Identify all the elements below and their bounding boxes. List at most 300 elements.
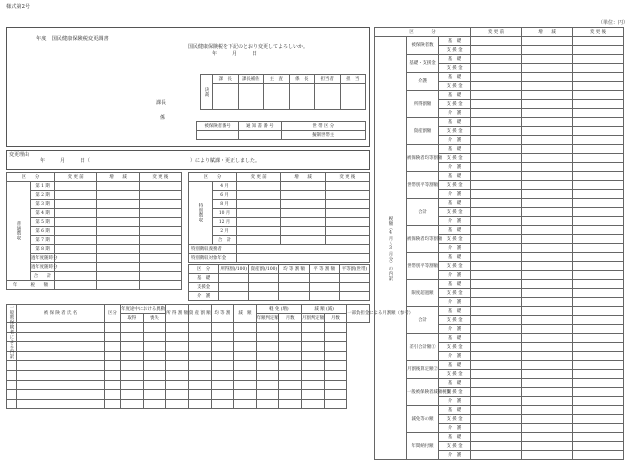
right-value-cell[interactable] xyxy=(471,64,522,73)
member-cell[interactable] xyxy=(17,323,105,333)
right-value-cell[interactable] xyxy=(522,316,573,325)
member-cell[interactable] xyxy=(105,342,121,352)
right-value-cell[interactable] xyxy=(522,235,573,244)
member-cell[interactable] xyxy=(211,361,234,371)
member-cell[interactable] xyxy=(7,361,17,371)
right-value-cell[interactable] xyxy=(522,280,573,289)
assess-row-label: 介 護 xyxy=(189,292,219,301)
right-value-cell[interactable] xyxy=(471,307,522,316)
member-cell[interactable] xyxy=(302,380,325,390)
member-cell[interactable] xyxy=(143,361,166,371)
member-cell[interactable] xyxy=(166,370,189,380)
period-header-before: 変 更 前 xyxy=(55,173,97,182)
stamp-cell[interactable] xyxy=(315,84,341,110)
right-value-cell[interactable] xyxy=(471,217,522,226)
member-cell[interactable] xyxy=(17,361,105,371)
right-value-cell[interactable] xyxy=(522,397,573,406)
member-cell[interactable] xyxy=(105,390,121,400)
member-cell[interactable] xyxy=(211,370,234,380)
right-value-cell[interactable] xyxy=(471,298,522,307)
right-value-cell[interactable] xyxy=(522,208,573,217)
member-cell[interactable] xyxy=(166,323,189,333)
member-cell[interactable] xyxy=(7,399,17,409)
member-cell[interactable] xyxy=(324,370,347,380)
member-cell[interactable] xyxy=(188,361,211,371)
right-value-cell[interactable] xyxy=(471,253,522,262)
right-value-cell[interactable] xyxy=(573,46,624,55)
right-value-cell[interactable] xyxy=(522,82,573,91)
right-value-cell[interactable] xyxy=(573,226,624,235)
form-number: 様式第2号 xyxy=(6,4,31,10)
member-cell[interactable] xyxy=(188,342,211,352)
right-value-cell[interactable] xyxy=(471,154,522,163)
member-cell[interactable] xyxy=(324,351,347,361)
member-cell[interactable] xyxy=(188,390,211,400)
member-cell[interactable] xyxy=(279,370,302,380)
right-value-cell[interactable] xyxy=(471,235,522,244)
right-value-cell[interactable] xyxy=(573,91,624,100)
right-row-type: 支 援 金 xyxy=(439,442,471,451)
member-cell[interactable] xyxy=(166,390,189,400)
member-cell[interactable] xyxy=(166,380,189,390)
member-cell[interactable] xyxy=(121,390,144,400)
right-row-type: 基 礎 xyxy=(439,172,471,181)
member-cell[interactable] xyxy=(302,351,325,361)
member-cell[interactable] xyxy=(211,323,234,333)
right-value-cell[interactable] xyxy=(522,289,573,298)
member-cell[interactable] xyxy=(302,342,325,352)
right-value-cell[interactable] xyxy=(573,433,624,442)
right-row-type: 基 礎 xyxy=(439,280,471,289)
right-value-cell[interactable] xyxy=(471,73,522,82)
member-cell[interactable] xyxy=(188,380,211,390)
right-value-cell[interactable] xyxy=(573,181,624,190)
member-cell[interactable] xyxy=(143,370,166,380)
right-value-cell[interactable] xyxy=(522,127,573,136)
member-cell[interactable] xyxy=(302,370,325,380)
assess-h: 所得割(/100) xyxy=(220,266,247,272)
member-cell[interactable] xyxy=(211,380,234,390)
member-cell[interactable] xyxy=(121,342,144,352)
right-value-cell[interactable] xyxy=(573,244,624,253)
right-value-cell[interactable] xyxy=(522,181,573,190)
right-value-cell[interactable] xyxy=(573,118,624,127)
member-cell[interactable] xyxy=(105,399,121,409)
table-row xyxy=(7,351,370,361)
right-value-cell[interactable] xyxy=(573,154,624,163)
member-cell[interactable] xyxy=(121,399,144,409)
right-value-cell[interactable] xyxy=(573,217,624,226)
right-value-cell[interactable] xyxy=(471,406,522,415)
right-value-cell[interactable] xyxy=(522,334,573,343)
right-value-cell[interactable] xyxy=(522,154,573,163)
right-value-cell[interactable] xyxy=(471,145,522,154)
member-cell[interactable] xyxy=(166,399,189,409)
member-cell[interactable] xyxy=(17,399,105,409)
member-cell[interactable] xyxy=(17,370,105,380)
right-value-cell[interactable] xyxy=(522,424,573,433)
member-cell[interactable] xyxy=(279,323,302,333)
member-cell[interactable] xyxy=(188,351,211,361)
member-cell[interactable] xyxy=(121,361,144,371)
member-cell[interactable] xyxy=(211,342,234,352)
right-value-cell[interactable] xyxy=(471,109,522,118)
member-cell[interactable] xyxy=(234,390,257,400)
right-value-cell[interactable] xyxy=(522,442,573,451)
member-cell[interactable] xyxy=(302,323,325,333)
member-cell[interactable] xyxy=(143,323,166,333)
member-cell[interactable] xyxy=(302,390,325,400)
right-value-cell[interactable] xyxy=(471,343,522,352)
right-value-cell[interactable] xyxy=(522,415,573,424)
right-value-cell[interactable] xyxy=(522,325,573,334)
member-cell[interactable] xyxy=(279,399,302,409)
right-value-cell[interactable] xyxy=(573,64,624,73)
right-value-cell[interactable] xyxy=(573,199,624,208)
member-cell[interactable] xyxy=(188,323,211,333)
right-value-cell[interactable] xyxy=(573,37,624,46)
right-value-cell[interactable] xyxy=(522,253,573,262)
member-cell[interactable] xyxy=(143,332,166,342)
member-cell[interactable] xyxy=(256,399,279,409)
member-cell[interactable] xyxy=(143,351,166,361)
member-cell[interactable] xyxy=(234,323,257,333)
right-value-cell[interactable] xyxy=(522,109,573,118)
right-section-label: 一般被保険者減額税額 xyxy=(407,379,439,406)
member-cell[interactable] xyxy=(188,332,211,342)
member-cell[interactable] xyxy=(324,342,347,352)
right-value-cell[interactable] xyxy=(471,280,522,289)
right-value-cell[interactable] xyxy=(522,451,573,460)
right-value-cell[interactable] xyxy=(573,307,624,316)
member-cell[interactable] xyxy=(211,399,234,409)
right-value-cell[interactable] xyxy=(573,289,624,298)
right-value-cell[interactable] xyxy=(471,415,522,424)
right-value-cell[interactable] xyxy=(471,424,522,433)
right-value-cell[interactable] xyxy=(471,91,522,100)
table-row xyxy=(375,334,624,343)
member-cell[interactable] xyxy=(17,342,105,352)
right-value-cell[interactable] xyxy=(522,136,573,145)
right-value-cell[interactable] xyxy=(573,343,624,352)
member-cell[interactable] xyxy=(234,361,257,371)
right-value-cell[interactable] xyxy=(471,352,522,361)
right-value-cell[interactable] xyxy=(471,163,522,172)
period-row-label: 過年度随時分 xyxy=(31,255,58,261)
member-cell[interactable] xyxy=(279,351,302,361)
right-row-type: 基 礎 xyxy=(439,37,471,46)
member-cell[interactable] xyxy=(234,370,257,380)
right-value-cell[interactable] xyxy=(522,226,573,235)
right-section-label: 年間納付額 xyxy=(407,433,439,460)
right-value-cell[interactable] xyxy=(522,217,573,226)
right-value-cell[interactable] xyxy=(471,325,522,334)
right-value-cell[interactable] xyxy=(573,127,624,136)
member-cell[interactable] xyxy=(324,361,347,371)
right-value-cell[interactable] xyxy=(522,118,573,127)
members-h-class: 区分 xyxy=(105,305,121,323)
right-value-cell[interactable] xyxy=(522,388,573,397)
special-row-label: 10 月 xyxy=(213,209,237,218)
member-cell[interactable] xyxy=(188,399,211,409)
right-value-cell[interactable] xyxy=(522,163,573,172)
right-row-type: 基 礎 xyxy=(439,55,471,64)
right-value-cell[interactable] xyxy=(573,451,624,460)
right-value-cell[interactable] xyxy=(573,100,624,109)
special-table xyxy=(188,172,370,263)
member-cell[interactable] xyxy=(324,323,347,333)
right-value-cell[interactable] xyxy=(522,262,573,271)
right-value-cell[interactable] xyxy=(573,442,624,451)
right-value-cell[interactable] xyxy=(471,199,522,208)
member-cell[interactable] xyxy=(302,399,325,409)
member-cell[interactable] xyxy=(105,351,121,361)
member-cell[interactable] xyxy=(7,380,17,390)
right-value-cell[interactable] xyxy=(471,289,522,298)
right-value-cell[interactable] xyxy=(522,55,573,64)
right-value-cell[interactable] xyxy=(471,100,522,109)
member-cell[interactable] xyxy=(105,380,121,390)
right-value-cell[interactable] xyxy=(573,163,624,172)
right-value-cell[interactable] xyxy=(522,271,573,280)
right-value-cell[interactable] xyxy=(471,388,522,397)
table-row xyxy=(7,332,370,342)
member-cell[interactable] xyxy=(166,332,189,342)
right-value-cell[interactable] xyxy=(522,46,573,55)
right-value-cell[interactable] xyxy=(573,352,624,361)
stamp-cell[interactable] xyxy=(264,84,290,110)
special-row-label: 12 月 xyxy=(213,218,237,227)
right-value-cell[interactable] xyxy=(573,82,624,91)
right-value-cell[interactable] xyxy=(471,442,522,451)
right-row-type: 支 援 金 xyxy=(439,46,471,55)
right-value-cell[interactable] xyxy=(471,136,522,145)
member-cell[interactable] xyxy=(121,332,144,342)
right-value-cell[interactable] xyxy=(471,361,522,370)
right-row-type: 支 援 金 xyxy=(439,343,471,352)
member-cell[interactable] xyxy=(105,332,121,342)
right-value-cell[interactable] xyxy=(522,73,573,82)
right-value-cell[interactable] xyxy=(573,370,624,379)
right-value-cell[interactable] xyxy=(471,271,522,280)
right-value-cell[interactable] xyxy=(471,127,522,136)
member-cell[interactable] xyxy=(234,399,257,409)
member-cell[interactable] xyxy=(279,380,302,390)
member-cell[interactable] xyxy=(234,332,257,342)
right-row-type: 基 礎 xyxy=(439,307,471,316)
special-obligor-label: 特別徴収義務者 xyxy=(189,245,237,254)
member-cell[interactable] xyxy=(121,380,144,390)
period-row-label: 第 6 期 xyxy=(31,227,55,236)
right-value-cell[interactable] xyxy=(573,235,624,244)
member-cell[interactable] xyxy=(279,342,302,352)
stamp-cell[interactable] xyxy=(238,84,264,110)
member-cell[interactable] xyxy=(256,380,279,390)
member-cell[interactable] xyxy=(256,390,279,400)
right-value-cell[interactable] xyxy=(573,190,624,199)
right-value-cell[interactable] xyxy=(573,55,624,64)
member-cell[interactable] xyxy=(166,361,189,371)
right-value-cell[interactable] xyxy=(471,226,522,235)
right-value-cell[interactable] xyxy=(522,91,573,100)
member-cell[interactable] xyxy=(17,380,105,390)
right-value-cell[interactable] xyxy=(573,280,624,289)
member-cell[interactable] xyxy=(302,332,325,342)
member-cell[interactable] xyxy=(234,342,257,352)
right-value-cell[interactable] xyxy=(522,433,573,442)
right-value-cell[interactable] xyxy=(573,253,624,262)
right-value-cell[interactable] xyxy=(471,37,522,46)
member-cell[interactable] xyxy=(143,342,166,352)
insured-number-header: 被保険者番号 xyxy=(197,122,239,131)
member-cell[interactable] xyxy=(143,390,166,400)
right-value-cell[interactable] xyxy=(471,46,522,55)
right-value-cell[interactable] xyxy=(522,406,573,415)
notice-number-field[interactable] xyxy=(239,131,281,140)
insured-number-field[interactable] xyxy=(197,131,239,140)
right-value-cell[interactable] xyxy=(522,145,573,154)
member-cell[interactable] xyxy=(256,351,279,361)
member-cell[interactable] xyxy=(302,361,325,371)
member-cell[interactable] xyxy=(324,390,347,400)
right-value-cell[interactable] xyxy=(471,190,522,199)
right-value-cell[interactable] xyxy=(471,397,522,406)
right-value-cell[interactable] xyxy=(471,244,522,253)
right-value-cell[interactable] xyxy=(573,316,624,325)
right-value-cell[interactable] xyxy=(522,64,573,73)
member-cell[interactable] xyxy=(17,390,105,400)
right-value-cell[interactable] xyxy=(573,109,624,118)
table-row xyxy=(375,280,624,289)
right-value-cell[interactable] xyxy=(471,181,522,190)
member-cell[interactable] xyxy=(211,332,234,342)
right-value-cell[interactable] xyxy=(471,208,522,217)
member-cell[interactable] xyxy=(121,351,144,361)
right-value-cell[interactable] xyxy=(471,451,522,460)
table-row xyxy=(375,55,624,64)
right-value-cell[interactable] xyxy=(522,361,573,370)
member-cell[interactable] xyxy=(7,390,17,400)
member-cell[interactable] xyxy=(256,361,279,371)
right-row-type: 介 護 xyxy=(439,325,471,334)
right-value-cell[interactable] xyxy=(573,298,624,307)
member-cell[interactable] xyxy=(256,370,279,380)
right-value-cell[interactable] xyxy=(573,406,624,415)
member-cell[interactable] xyxy=(7,370,17,380)
members-h-income: 所 得 割 額 xyxy=(166,305,189,323)
member-cell[interactable] xyxy=(121,323,144,333)
right-value-cell[interactable] xyxy=(471,379,522,388)
member-cell[interactable] xyxy=(324,332,347,342)
right-value-cell[interactable] xyxy=(573,136,624,145)
right-section-label: 限度超過額 xyxy=(407,280,439,307)
right-value-cell[interactable] xyxy=(573,262,624,271)
stamp-cell[interactable] xyxy=(213,84,239,110)
right-value-cell[interactable] xyxy=(573,379,624,388)
right-value-cell[interactable] xyxy=(573,388,624,397)
right-value-cell[interactable] xyxy=(522,37,573,46)
member-cell[interactable] xyxy=(105,361,121,371)
right-value-cell[interactable] xyxy=(573,208,624,217)
right-value-cell[interactable] xyxy=(471,55,522,64)
member-cell[interactable] xyxy=(105,323,121,333)
right-value-cell[interactable] xyxy=(573,334,624,343)
right-value-cell[interactable] xyxy=(573,325,624,334)
member-cell[interactable] xyxy=(166,351,189,361)
member-cell[interactable] xyxy=(234,351,257,361)
right-value-cell[interactable] xyxy=(471,262,522,271)
right-row-type: 支 援 金 xyxy=(439,127,471,136)
right-row-type: 基 礎 xyxy=(439,118,471,127)
member-cell[interactable] xyxy=(17,332,105,342)
members-h-ref: 一部負担金による月割額（参考） xyxy=(347,305,370,323)
member-cell[interactable] xyxy=(279,361,302,371)
member-cell[interactable] xyxy=(279,390,302,400)
right-value-cell[interactable] xyxy=(573,172,624,181)
member-cell[interactable] xyxy=(256,332,279,342)
right-value-cell[interactable] xyxy=(573,424,624,433)
right-value-cell[interactable] xyxy=(471,118,522,127)
member-cell[interactable] xyxy=(256,342,279,352)
stamp-cell[interactable] xyxy=(340,84,366,110)
member-cell[interactable] xyxy=(256,323,279,333)
right-value-cell[interactable] xyxy=(573,73,624,82)
right-value-cell[interactable] xyxy=(471,172,522,181)
right-value-cell[interactable] xyxy=(522,379,573,388)
right-value-cell[interactable] xyxy=(471,334,522,343)
right-value-cell[interactable] xyxy=(471,82,522,91)
right-value-cell[interactable] xyxy=(573,145,624,154)
member-cell[interactable] xyxy=(211,351,234,361)
members-h-name: 被 保 険 者 氏 名 xyxy=(17,305,105,323)
right-value-cell[interactable] xyxy=(522,307,573,316)
right-section-label: 合計 xyxy=(407,199,439,226)
right-value-cell[interactable] xyxy=(522,298,573,307)
stamp-cell[interactable] xyxy=(289,84,315,110)
right-value-cell[interactable] xyxy=(471,370,522,379)
member-cell[interactable] xyxy=(17,351,105,361)
right-section-label: 合計 xyxy=(407,307,439,334)
right-value-cell[interactable] xyxy=(573,361,624,370)
right-row-type: 基 礎 xyxy=(439,73,471,82)
period-side-label: 普通徴収 xyxy=(7,182,31,281)
right-value-cell[interactable] xyxy=(522,352,573,361)
member-cell[interactable] xyxy=(143,380,166,390)
member-cell[interactable] xyxy=(211,390,234,400)
member-cell[interactable] xyxy=(166,342,189,352)
member-cell[interactable] xyxy=(105,370,121,380)
right-value-cell[interactable] xyxy=(522,199,573,208)
member-cell[interactable] xyxy=(324,399,347,409)
right-value-cell[interactable] xyxy=(522,172,573,181)
member-cell[interactable] xyxy=(143,399,166,409)
right-value-cell[interactable] xyxy=(573,397,624,406)
member-cell[interactable] xyxy=(324,380,347,390)
right-value-cell[interactable] xyxy=(522,370,573,379)
right-value-cell[interactable] xyxy=(471,433,522,442)
member-cell[interactable] xyxy=(279,332,302,342)
right-value-cell[interactable] xyxy=(522,343,573,352)
member-cell[interactable] xyxy=(234,380,257,390)
right-value-cell[interactable] xyxy=(522,100,573,109)
member-cell[interactable] xyxy=(121,370,144,380)
right-value-cell[interactable] xyxy=(573,415,624,424)
member-cell[interactable] xyxy=(188,370,211,380)
right-value-cell[interactable] xyxy=(522,244,573,253)
right-value-cell[interactable] xyxy=(522,190,573,199)
right-value-cell[interactable] xyxy=(573,271,624,280)
right-value-cell[interactable] xyxy=(471,316,522,325)
